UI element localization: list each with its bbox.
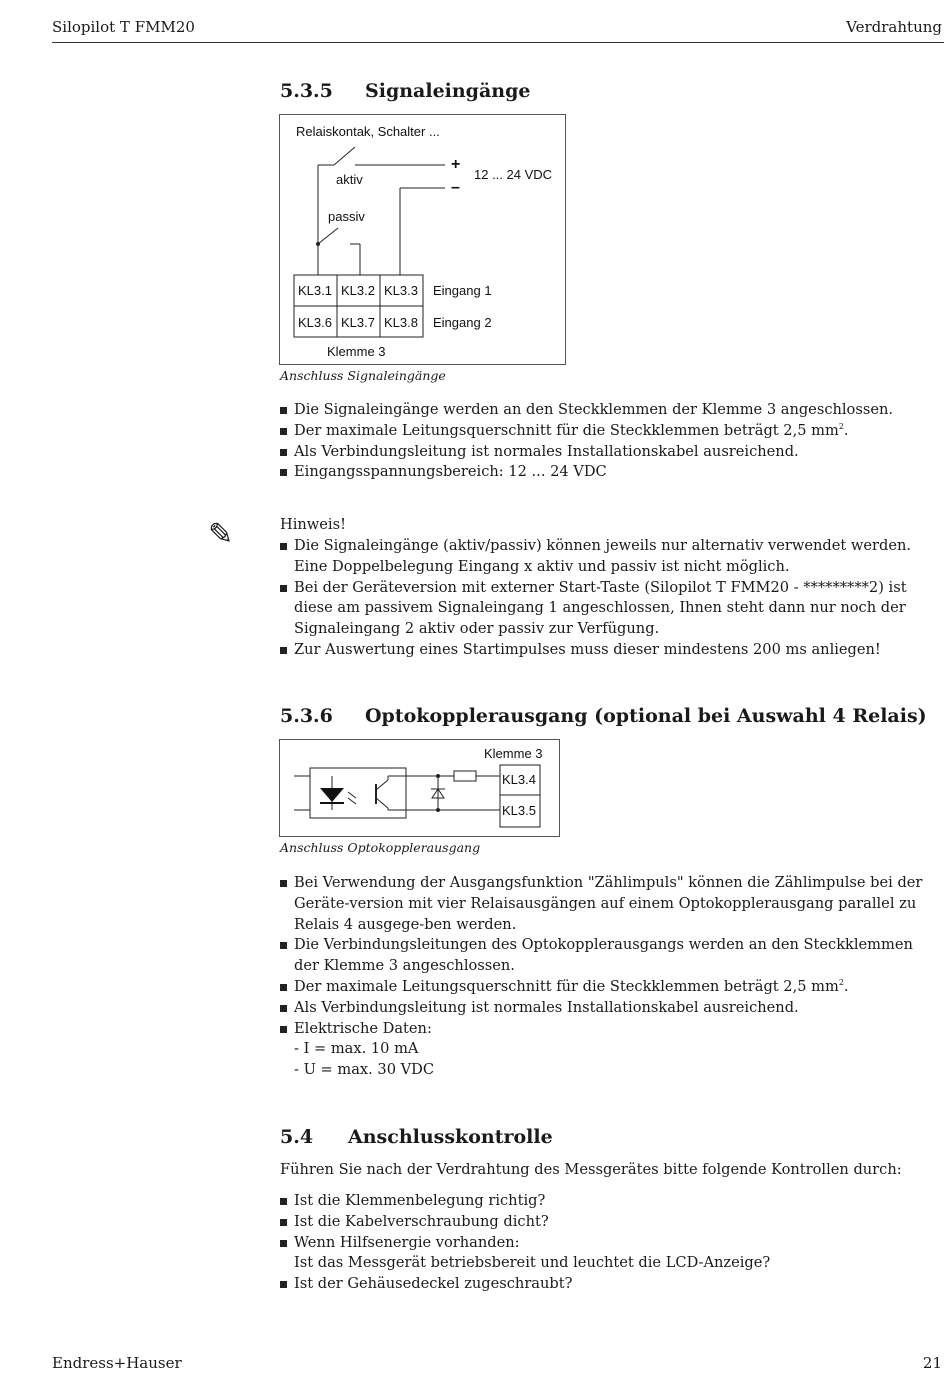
light-arrow-1	[348, 792, 356, 798]
terminal-kl32: KL3.2	[341, 283, 375, 298]
label-klemme3: Klemme 3	[327, 344, 386, 359]
optocoupler-diagram	[279, 739, 560, 837]
note-bullets	[280, 536, 930, 661]
list-item: Die Verbindungsleitungen des Optokopplerausgangs werden an den Steckklemmen der Klemme 3 angeschlossen.	[280, 935, 930, 977]
caption-signal-inputs: Anschluss Signaleingänge	[280, 368, 446, 383]
label-passiv: passiv	[328, 209, 365, 224]
header-rule	[52, 42, 944, 43]
label-eingang1: Eingang 1	[433, 283, 492, 298]
label-minus: –	[451, 179, 460, 196]
terminal-kl34: KL3.4	[502, 772, 536, 787]
transistor-collector	[376, 780, 388, 790]
caption-optocoupler: Anschluss Optokopplerausgang	[280, 840, 481, 855]
junction-dot	[316, 242, 320, 246]
page-number: 21	[922, 1354, 942, 1372]
list-item: Ist die Klemmenbelegung richtig?	[280, 1191, 930, 1212]
section-535-title: Signaleingänge	[365, 80, 531, 102]
terminal-kl31: KL3.1	[298, 283, 332, 298]
list-item: Wenn Hilfsenergie vorhanden: Ist das Messgerät betriebsbereit und leuchtet die LCD-Anzeige?	[280, 1233, 930, 1275]
pencil-icon: ✎	[208, 517, 234, 552]
section-536-title: Optokopplerausgang (optional bei Auswahl 4 Relais)	[365, 705, 927, 727]
diagram-top-label: Relaiskontak, Schalter ...	[296, 124, 440, 139]
signal-inputs-diagram	[279, 114, 566, 365]
resistor-icon	[454, 771, 476, 781]
light-arrow-2	[348, 798, 356, 804]
section-535-bullets	[280, 400, 930, 483]
list-item: Zur Auswertung eines Startimpulses muss dieser mindestens 200 ms anliegen!	[280, 640, 930, 661]
section-536-heading	[280, 705, 927, 727]
section-535-heading	[280, 80, 530, 102]
label-aktiv: aktiv	[336, 172, 363, 187]
list-item: Der maximale Leitungsquerschnitt für die Steckklemmen beträgt 2,5 $mm^2$.	[280, 421, 930, 442]
list-item: Eingangsspannungsbereich: 12 ... 24 VDC	[280, 462, 930, 483]
list-item: Elektrische Daten: - I = max. 10 mA - U = max. 30 VDC	[280, 1019, 930, 1081]
footer-brand: Endress+Hauser	[52, 1354, 182, 1372]
label-plus: +	[451, 156, 461, 173]
label-eingang2: Eingang 2	[433, 315, 492, 330]
section-54-bullets	[280, 1191, 930, 1295]
list-item: Bei Verwendung der Ausgangsfunktion "Zählimpuls" können die Zählimpulse bei der Geräte-version mit vier Relaisausgängen auf einem Optokopplerausgang parallel zu Relais 4 ausgege-ben werden.	[280, 873, 930, 935]
terminal-kl37: KL3.7	[341, 315, 375, 330]
section-54-number: 5.4	[280, 1126, 314, 1148]
list-item: Ist die Kabelverschraubung dicht?	[280, 1212, 930, 1233]
list-item: Als Verbindungsleitung ist normales Installationskabel ausreichend.	[280, 998, 930, 1019]
terminal-kl38: KL3.8	[384, 315, 418, 330]
terminal-kl35: KL3.5	[502, 803, 536, 818]
terminal-kl33: KL3.3	[384, 283, 418, 298]
header-doc-title: Silopilot T FMM20	[52, 18, 195, 36]
aktiv-switch-blade	[334, 147, 355, 165]
opto-label-klemme3: Klemme 3	[484, 746, 543, 761]
section-535-number: 5.3.5	[280, 80, 333, 102]
electrical-voltage: - U = max. 30 VDC	[294, 1061, 435, 1079]
list-item: Ist der Gehäusedeckel zugeschraubt?	[280, 1274, 930, 1295]
terminal-kl36: KL3.6	[298, 315, 332, 330]
list-item: Die Signaleingänge werden an den Steckklemmen der Klemme 3 angeschlossen.	[280, 400, 930, 421]
passiv-switch-blade	[318, 228, 338, 244]
section-536-number: 5.3.6	[280, 705, 333, 727]
signal-inputs-schematic	[280, 115, 565, 364]
section-54-heading	[280, 1126, 553, 1148]
electrical-current: - I = max. 10 mA	[294, 1040, 419, 1058]
optocoupler-schematic	[280, 740, 559, 836]
note-title: Hinweis!	[280, 516, 346, 533]
list-item: Die Signaleingänge (aktiv/passiv) können jeweils nur alternativ verwendet werden. Eine Doppelbelegung Eingang x aktiv und passiv ist nicht möglich.	[280, 536, 930, 578]
label-voltage: 12 ... 24 VDC	[474, 167, 553, 182]
section-54-title: Anschlusskontrolle	[348, 1126, 553, 1148]
section-54-intro: Führen Sie nach der Verdrahtung des Messgerätes bitte folgende Kontrollen durch:	[280, 1161, 902, 1178]
led-diode-icon	[320, 788, 344, 802]
header-chapter: Verdrahtung	[846, 18, 942, 36]
list-item: Der maximale Leitungsquerschnitt für die Steckklemmen beträgt 2,5 $mm^2$.	[280, 977, 930, 998]
transistor-emitter	[376, 798, 388, 808]
list-item: Als Verbindungsleitung ist normales Installationskabel ausreichend.	[280, 442, 930, 463]
check-sub-line: Ist das Messgerät betriebsbereit und leuchtet die LCD-Anzeige?	[294, 1254, 771, 1272]
section-536-bullets	[280, 873, 930, 1081]
list-item: Bei der Geräteversion mit externer Start-Taste (Silopilot T FMM20 - *********2) ist diese am passivem Signaleingang 1 angeschlossen, Ihnen steht dann nur noch der Signaleingang 2 aktiv oder passiv zur Verfügung.	[280, 578, 930, 640]
